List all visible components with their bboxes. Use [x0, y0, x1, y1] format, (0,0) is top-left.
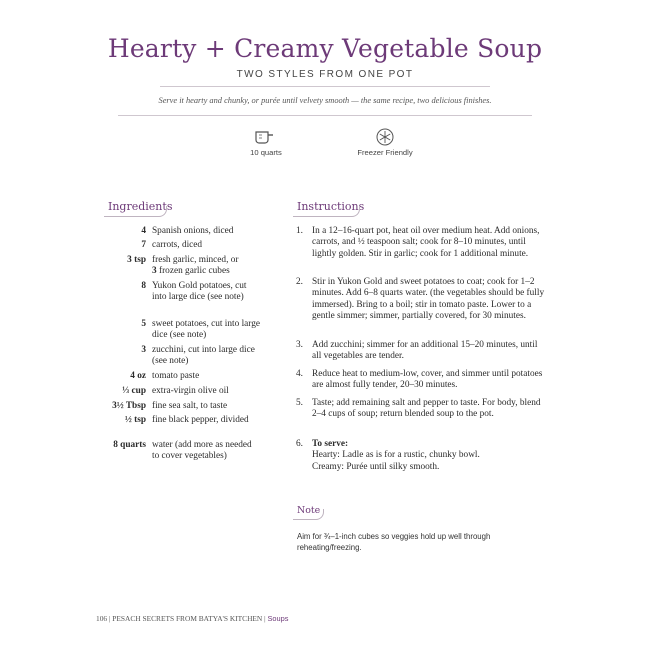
recipe-tagline: Serve it hearty and chunky, or purée until velvety smooth — the same recipe, two delicious finishes. — [158, 96, 492, 105]
ingredient-name: tomato paste — [152, 371, 200, 381]
step-text — [312, 439, 548, 473]
ingredient-amount: ⅓ cup — [122, 386, 146, 396]
ingredient-amount: 8 quarts — [113, 440, 146, 450]
meta-yield-label: 10 quarts — [250, 148, 282, 157]
step-number: 4. — [296, 369, 303, 379]
book-title: PESACH SECRETS FROM BATYA'S KITCHEN — [112, 614, 263, 623]
ingredient-amount: 4 oz — [130, 371, 146, 381]
ingredient-name — [152, 255, 262, 278]
note-heading: Note — [297, 505, 321, 516]
tagline-rule — [118, 115, 532, 116]
ingredient-name: carrots, diced — [152, 240, 203, 250]
step-text: Stir in Yukon Gold and sweet potatoes to coat; cook for 1–2 minutes. Add 6–8 quarts water. (the vegetables should be fully immersed). Bring to a boil; stir in tomato paste. Lower to a gentle simmer; simmer, partially covered, for 30 minutes. — [312, 277, 545, 321]
ingredient-name: Spanish onions, diced — [152, 226, 234, 236]
ingredient-amount: 3 tsp — [127, 255, 146, 265]
note-heading-rule — [293, 509, 324, 520]
step-number: 6. — [296, 439, 303, 449]
instructions-heading-rule — [293, 206, 360, 217]
ingredient-amount: 3½ Tbsp — [112, 401, 146, 411]
ingredient-name: fine black pepper, divided — [152, 415, 249, 425]
ingredient-name: zucchini, cut into large dice (see note) — [152, 345, 255, 367]
ingredient-name: fine sea salt, to taste — [152, 401, 228, 411]
step-number: 5. — [296, 398, 303, 408]
ingredient-amount: 7 — [141, 240, 146, 250]
ingredients-list — [100, 226, 270, 476]
step-number: 2. — [296, 277, 303, 287]
serve-creamy: Creamy: Purée until silky smooth. — [312, 461, 440, 472]
step-text: Taste; add remaining salt and pepper to taste. For body, blend 2–4 cups of soup; return blended soup to the pot. — [312, 398, 541, 420]
recipe-title: Hearty + Creamy Vegetable Soup — [107, 34, 543, 63]
ingredient-name: extra-virgin olive oil — [152, 386, 229, 396]
footer-divider: | — [108, 614, 113, 623]
ingredients-heading: Ingredients — [108, 200, 173, 213]
step-text: In a 12–16-quart pot, heat oil over medium heat. Add onions, carrots, and ½ teaspoon salt; cook for 8–10 minutes, until lightly golden. Stir in garlic; cook for 1 additional minute. — [312, 226, 540, 259]
recipe-subtitle: TWO STYLES FROM ONE POT — [236, 69, 414, 80]
ingredient-amount: 3 — [141, 345, 146, 355]
ingredient-amount: 8 — [141, 281, 146, 291]
instructions-list — [296, 226, 552, 486]
serve-hearty: Hearty: Ladle as is for a rustic, chunky bowl. — [312, 450, 480, 461]
measuring-cup-icon — [252, 126, 276, 148]
section-name: Soups — [267, 614, 289, 623]
ingredient-amount: ½ tsp — [124, 415, 146, 425]
ingredient-alt-amount: 3 — [152, 266, 157, 277]
meta-freezer-label: Freezer Friendly — [357, 148, 413, 157]
ingredient-amount: 5 — [141, 319, 146, 329]
ingredients-heading-rule — [104, 206, 167, 217]
ingredient-amount: 4 — [141, 226, 146, 236]
step-text: Add zucchini; simmer for an additional 15–20 minutes, until all vegetables are tender. — [312, 340, 538, 362]
step-number: 3. — [296, 340, 303, 350]
title-rule — [160, 86, 490, 87]
footer-divider: | — [264, 614, 268, 623]
step-text: Reduce heat to medium-low, cover, and simmer until potatoes are almost fully tender, 20–30 minutes. — [312, 369, 543, 391]
ingredient-name: sweet potatoes, cut into large dice (see note) — [152, 319, 261, 341]
serve-heading: To serve: — [312, 439, 349, 449]
ingredient-name-line1: fresh garlic, minced, or — [152, 255, 239, 265]
page-footer — [96, 614, 288, 623]
page-number: 106 — [96, 614, 108, 623]
ingredient-name: water (add more as needed to cover vegetables) — [152, 440, 252, 462]
ingredient-name: Yukon Gold potatoes, cut into large dice (see note) — [152, 281, 247, 303]
instructions-heading: Instructions — [297, 200, 365, 213]
ingredient-alt-name: frozen garlic cubes — [156, 266, 230, 277]
snowflake-icon — [373, 126, 397, 148]
note-text: Aim for ¾–1-inch cubes so veggies hold up well through reheating/freezing. — [297, 532, 491, 552]
step-number: 1. — [296, 226, 303, 236]
